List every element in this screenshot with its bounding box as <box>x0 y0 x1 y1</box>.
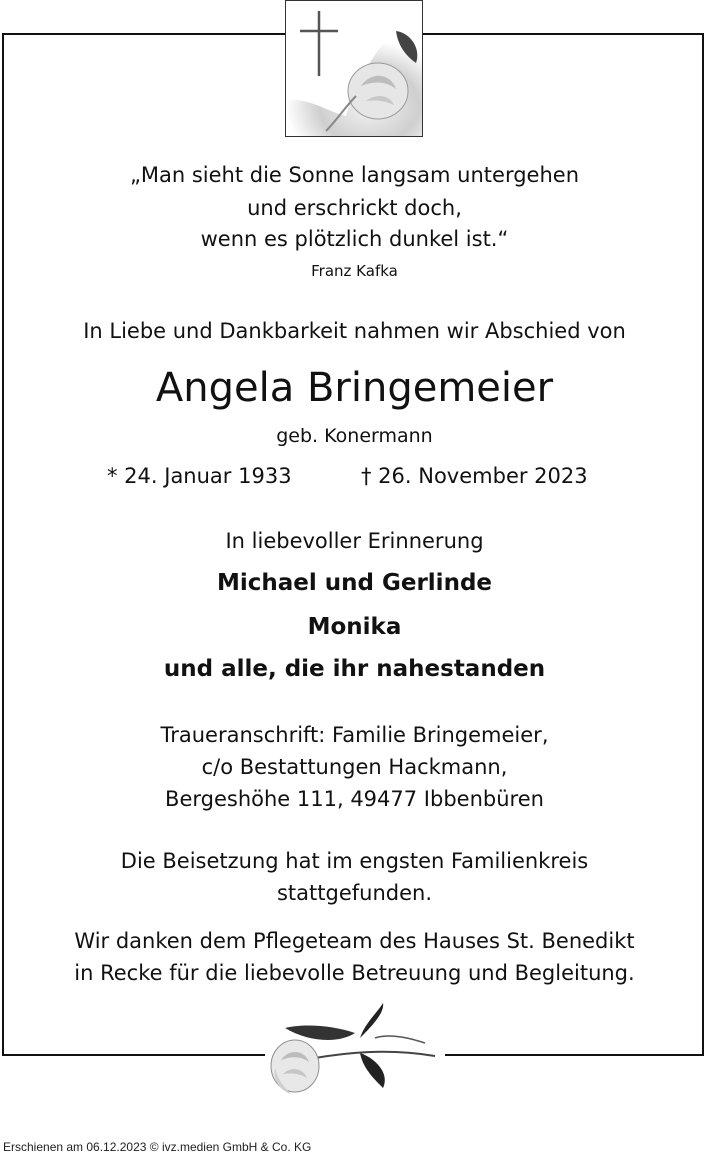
burial-line-1: Die Beisetzung hat im engsten Familienkreis <box>120 849 589 873</box>
deceased-name: Angela Bringemeier <box>155 365 554 411</box>
burial-line-2: stattgefunden. <box>276 881 432 905</box>
address-line-2: c/o Bestattungen Hackmann, <box>201 755 508 779</box>
thanks-line-2: in Recke für die liebevolle Betreuung und Begleitung. <box>74 961 635 985</box>
birth-date: * 24. Januar 1933 <box>107 464 292 488</box>
family-member-1: Michael und Gerlinde <box>216 570 493 596</box>
address-line-3: Bergeshöhe 111, 49477 Ibbenbüren <box>165 787 544 811</box>
death-date: † 26. November 2023 <box>361 464 588 488</box>
quote-author: Franz Kafka <box>311 262 398 280</box>
cross-rose-icon <box>285 0 423 137</box>
address-line-1: Traueranschrift: Familie Bringemeier, <box>160 723 549 747</box>
family-member-3: und alle, die ihr nahestanden <box>163 656 546 682</box>
thanks-line-1: Wir danken dem Pflegeteam des Hauses St. Benedikt <box>74 929 635 953</box>
rose-icon <box>265 998 445 1098</box>
publication-footer: Erschienen am 06.12.2023 © ivz.medien GmbH & Co. KG <box>3 1140 312 1154</box>
family-member-2: Monika <box>307 614 402 640</box>
intro-text: In Liebe und Dankbarkeit nahmen wir Abschied von <box>83 319 626 343</box>
birth-name: geb. Konermann <box>276 425 433 447</box>
memorial-intro: In liebevoller Erinnerung <box>225 529 484 553</box>
quote-line-3: wenn es plötzlich dunkel ist.“ <box>200 227 509 251</box>
quote-line-2: und erschrickt doch, <box>247 196 462 220</box>
quote-line-1: „Man sieht die Sonne langsam untergehen <box>129 163 580 187</box>
